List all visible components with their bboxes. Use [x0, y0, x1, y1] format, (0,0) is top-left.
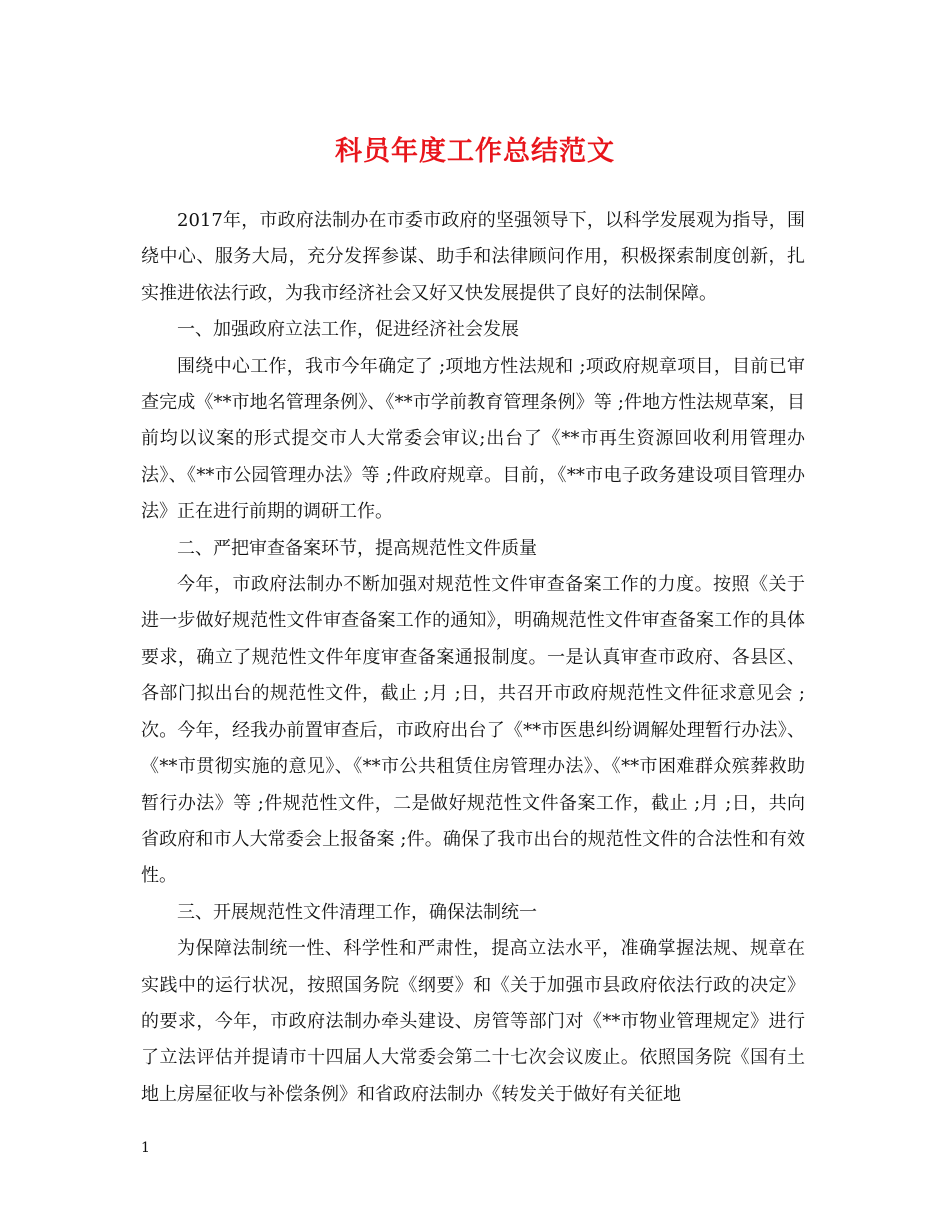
document-body: [141, 203, 805, 1113]
document-title: 科员年度工作总结范文: [335, 136, 615, 167]
section-heading-1: 一、加强政府立法工作，促进经济社会发展: [177, 319, 519, 341]
paragraph-legislation: 围绕中心工作，我市今年确定了 ;项地方性法规和 ;项政府规章项目，目前已审查完成《**市地名管理条例》、《**市学前教育管理条例》等 ;件地方性法规草案，目前均以议案的形式提交市人大常委会审议;出台了《**市再生资源回收利用管理办法》、《**市公园管理办法》等 ;件政府规章。目前，《**市电子政务建设项目管理办法》正在进行前期的调研工作。: [141, 355, 805, 523]
page-number: 1: [141, 1140, 150, 1156]
paragraph-intro: 2017年，市政府法制办在市委市政府的坚强领导下，以科学发展观为指导，围绕中心、服务大局，充分发挥参谋、助手和法律顾问作用，积极探索制度创新，扎实推进依法行政，为我市经济社会又好又快发展提供了良好的法制保障。: [141, 210, 805, 304]
section-heading-2: 二、严把审查备案环节，提高规范性文件质量: [177, 537, 537, 559]
paragraph-cleanup: 为保障法制统一性、科学性和严肃性，提高立法水平，准确掌握法规、规章在实践中的运行状况，按照国务院《纲要》和《关于加强市县政府依法行政的决定》的要求，今年，市政府法制办牵头建设、房管等部门对《**市物业管理规定》进行了立法评估并提请市十四届人大常委会第二十七次会议废止。依照国务院《国有土地上房屋征收与补偿条例》和省政府法制办《转发关于做好有关征地: [141, 938, 805, 1105]
section-heading-3: 三、开展规范性文件清理工作，确保法制统一: [177, 901, 537, 923]
paragraph-review-filing: 今年，市政府法制办不断加强对规范性文件审查备案工作的力度。按照《关于进一步做好规范性文件审查备案工作的通知》，明确规范性文件审查备案工作的具体要求，确立了规范性文件年度审查备案通报制度。一是认真审查市政府、各县区、各部门拟出台的规范性文件，截止 ;月 ;日，共召开市政府规范性文件征求意见会 ;次。今年，经我办前置审查后，市政府出台了《**市医患纠纷调解处理暂行办法》、《**市贯彻实施的意见》、《**市公共租赁住房管理办法》、《**市困难群众殡葬救助暂行办法》等 ;件规范性文件，二是做好规范性文件备案工作，截止 ;月 ;日，共向省政府和市人大常委会上报备案 ;件。确保了我市出台的规范性文件的合法性和有效性。: [141, 574, 805, 887]
